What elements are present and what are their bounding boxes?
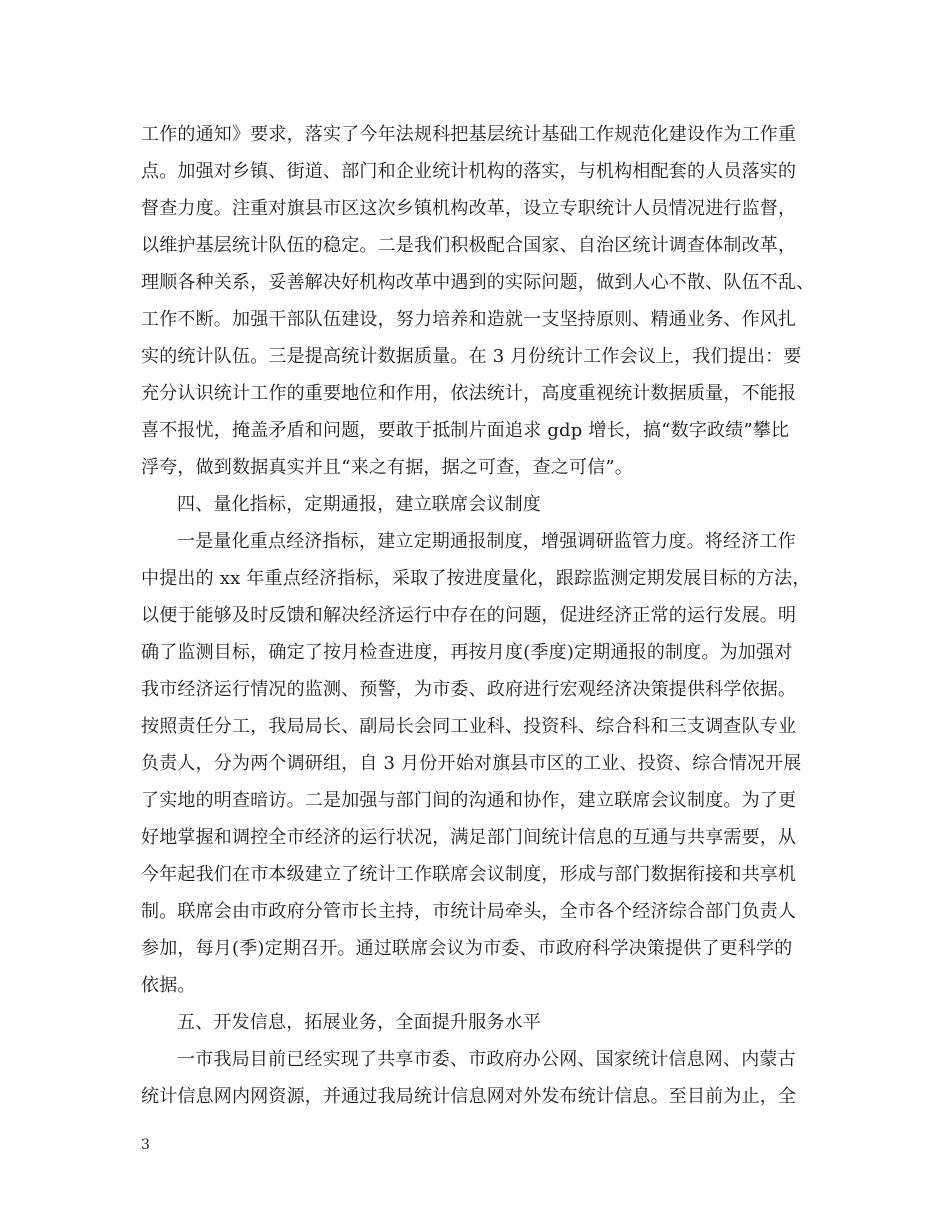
page-number: 3 — [141, 1137, 150, 1153]
text-line: 五、开发信息，拓展业务，全面提升服务水平 — [177, 1012, 541, 1033]
text-line: 充分认识统计工作的重要地位和作用，依法统计，高度重视统计数据质量，不能报 — [141, 383, 797, 404]
text-line: 中提出的 xx 年重点经济指标，采取了按进度量化，跟踪监测定期发展目标的方法， — [141, 568, 811, 589]
text-line: 今年起我们在市本级建立了统计工作联席会议制度，形成与部门数据衔接和共享机 — [141, 864, 797, 885]
text-line: 负责人，分为两个调研组，自 3 月份开始对旗县市区的工业、投资、综合情况开展 — [141, 753, 802, 774]
text-line: 制。联席会由市政府分管市长主持，市统计局牵头，全市各个经济综合部门负责人 — [141, 901, 797, 922]
text-line: 理顺各种关系，妥善解决好机构改革中遇到的实际问题，做到人心不散、队伍不乱、 — [141, 272, 815, 293]
body-text — [141, 116, 821, 1115]
text-line: 参加，每月(季)定期召开。通过联席会议为市委、市政府科学决策提供了更科学的 — [141, 938, 793, 959]
text-line: 工作不断。加强干部队伍建设，努力培养和造就一支坚持原则、精通业务、作风扎 — [141, 309, 797, 330]
text-line: 按照责任分工，我局局长、副局长会同工业科、投资科、综合科和三支调查队专业 — [141, 716, 797, 737]
text-line: 好地掌握和调控全市经济的运行状况，满足部门间统计信息的互通与共享需要，从 — [141, 827, 797, 848]
text-line: 浮夸，做到数据真实并且“来之有据，据之可查，查之可信”。 — [141, 457, 634, 478]
text-line: 确了监测目标，确定了按月检查进度，再按月度(季度)定期通报的制度。为加强对 — [141, 642, 793, 663]
text-line: 一是量化重点经济指标，建立定期通报制度，增强调研监管力度。将经济工作 — [177, 531, 796, 552]
text-line: 了实地的明查暗访。二是加强与部门间的沟通和协作，建立联席会议制度。为了更 — [141, 790, 797, 811]
text-line: 依据。 — [141, 975, 196, 996]
text-line: 以便于能够及时反馈和解决经济运行中存在的问题，促进经济正常的运行发展。明 — [141, 605, 797, 626]
text-line: 统计信息网内网资源，并通过我局统计信息网对外发布统计信息。至目前为止，全 — [141, 1086, 797, 1107]
text-line: 督查力度。注重对旗县市区这次乡镇机构改革，设立专职统计人员情况进行监督， — [141, 198, 797, 219]
text-line: 喜不报忧，掩盖矛盾和问题，要敢于抵制片面追求 gdp 增长，搞“数字政绩”攀比 — [141, 420, 790, 441]
text-line: 实的统计队伍。三是提高统计数据质量。在 3 月份统计工作会议上，我们提出：要 — [141, 346, 802, 367]
text-line: 我市经济运行情况的监测、预警，为市委、政府进行宏观经济决策提供科学依据。 — [141, 679, 797, 700]
text-line: 以维护基层统计队伍的稳定。二是我们积极配合国家、自治区统计调查体制改革， — [141, 235, 797, 256]
text-line: 工作的通知》要求，落实了今年法规科把基层统计基础工作规范化建设作为工作重 — [141, 124, 797, 145]
text-line: 四、量化指标，定期通报，建立联席会议制度 — [177, 494, 541, 515]
text-line: 点。加强对乡镇、街道、部门和企业统计机构的落实，与机构相配套的人员落实的 — [141, 161, 797, 182]
text-line: 一市我局目前已经实现了共享市委、市政府办公网、国家统计信息网、内蒙古 — [177, 1049, 796, 1070]
